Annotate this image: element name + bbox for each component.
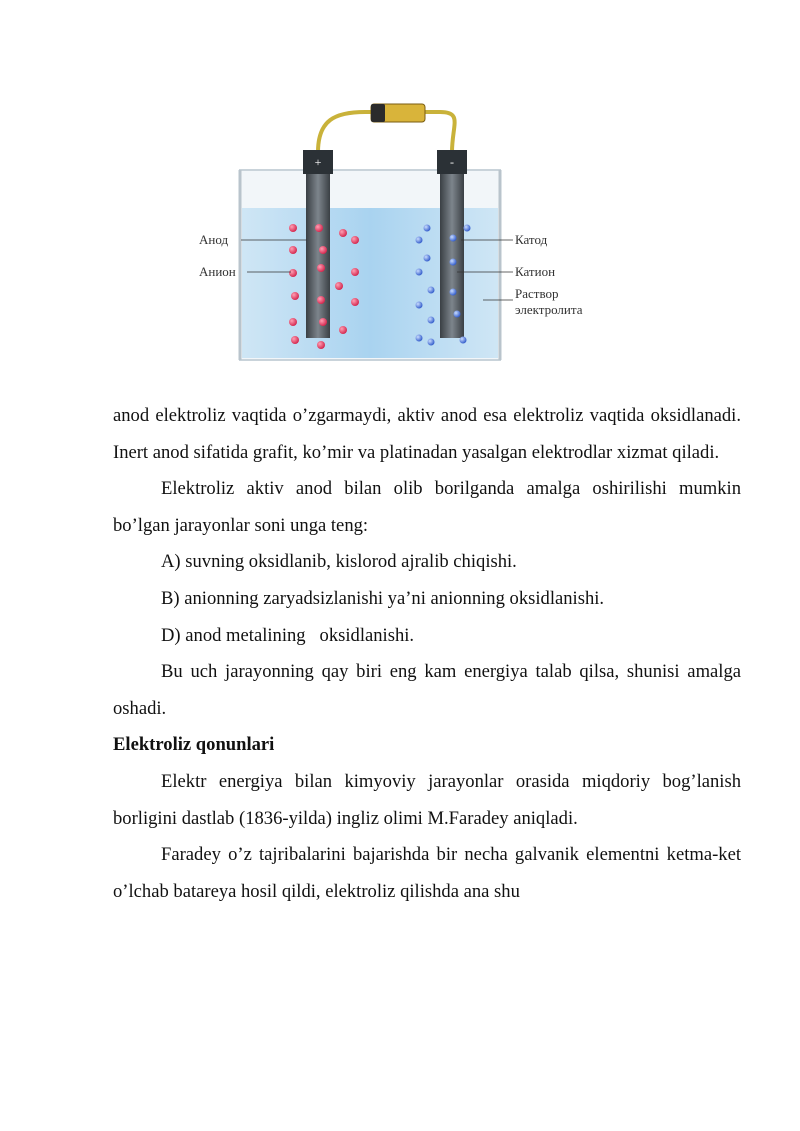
electrolysis-diagram xyxy=(195,100,615,370)
section-heading: Elektroliz qonunlari xyxy=(113,734,275,756)
paragraph-2: Elektroliz aktiv anod bilan olib borilganda amalga oshirilishi mumkin bo’lgan jarayonlar soni unga teng: xyxy=(113,478,741,536)
label-anode: Анод xyxy=(199,232,229,247)
paragraph-4: Elektr energiya bilan kimyoviy jarayonlar orasida miqdoriy bog’lanish borligini dastlab (1836-yilda) ingliz olimi M.Faradey aniqladi. xyxy=(113,770,741,829)
label-cation: Катион xyxy=(515,264,556,279)
minus-sign: - xyxy=(450,155,454,169)
label-solution-2: электролита xyxy=(515,302,583,317)
label-solution-1: Раствор xyxy=(515,286,559,301)
cathode-rod xyxy=(437,150,467,338)
label-anion: Анион xyxy=(199,264,236,279)
list-item-d: D) anod metalining oksidlanishi. xyxy=(161,624,415,646)
paragraph-1: anod elektroliz vaqtida o’zgarmaydi, aktiv anod esa elektroliz vaqtida oksidlanadi. Inert anod sifatida grafit, ko’mir va platinadan yasalgan elektrodlar xizmat qiladi. xyxy=(113,405,741,463)
paragraph-3: Bu uch jarayonning qay biri eng kam energiya talab qilsa, shunisi amalga oshadi. xyxy=(113,661,741,719)
battery-icon xyxy=(371,104,425,122)
list-item-b: B) anionning zaryadsizlanishi ya’ni anionning oksidlanishi. xyxy=(161,587,605,609)
anode-rod xyxy=(303,150,333,338)
label-cathode: Катод xyxy=(515,232,548,247)
list-item-a: A) suvning oksidlanib, kislorod ajralib chiqishi. xyxy=(161,551,517,573)
electrolysis-figure xyxy=(195,100,615,370)
body-text xyxy=(113,398,741,910)
paragraph-5: Faradey o’z tajribalarini bajarishda bir necha galvanik elementni ketma-ket o’lchab batareya hosil qildi, elektroliz qilishda ana shu xyxy=(113,844,741,902)
plus-sign: + xyxy=(314,155,322,169)
